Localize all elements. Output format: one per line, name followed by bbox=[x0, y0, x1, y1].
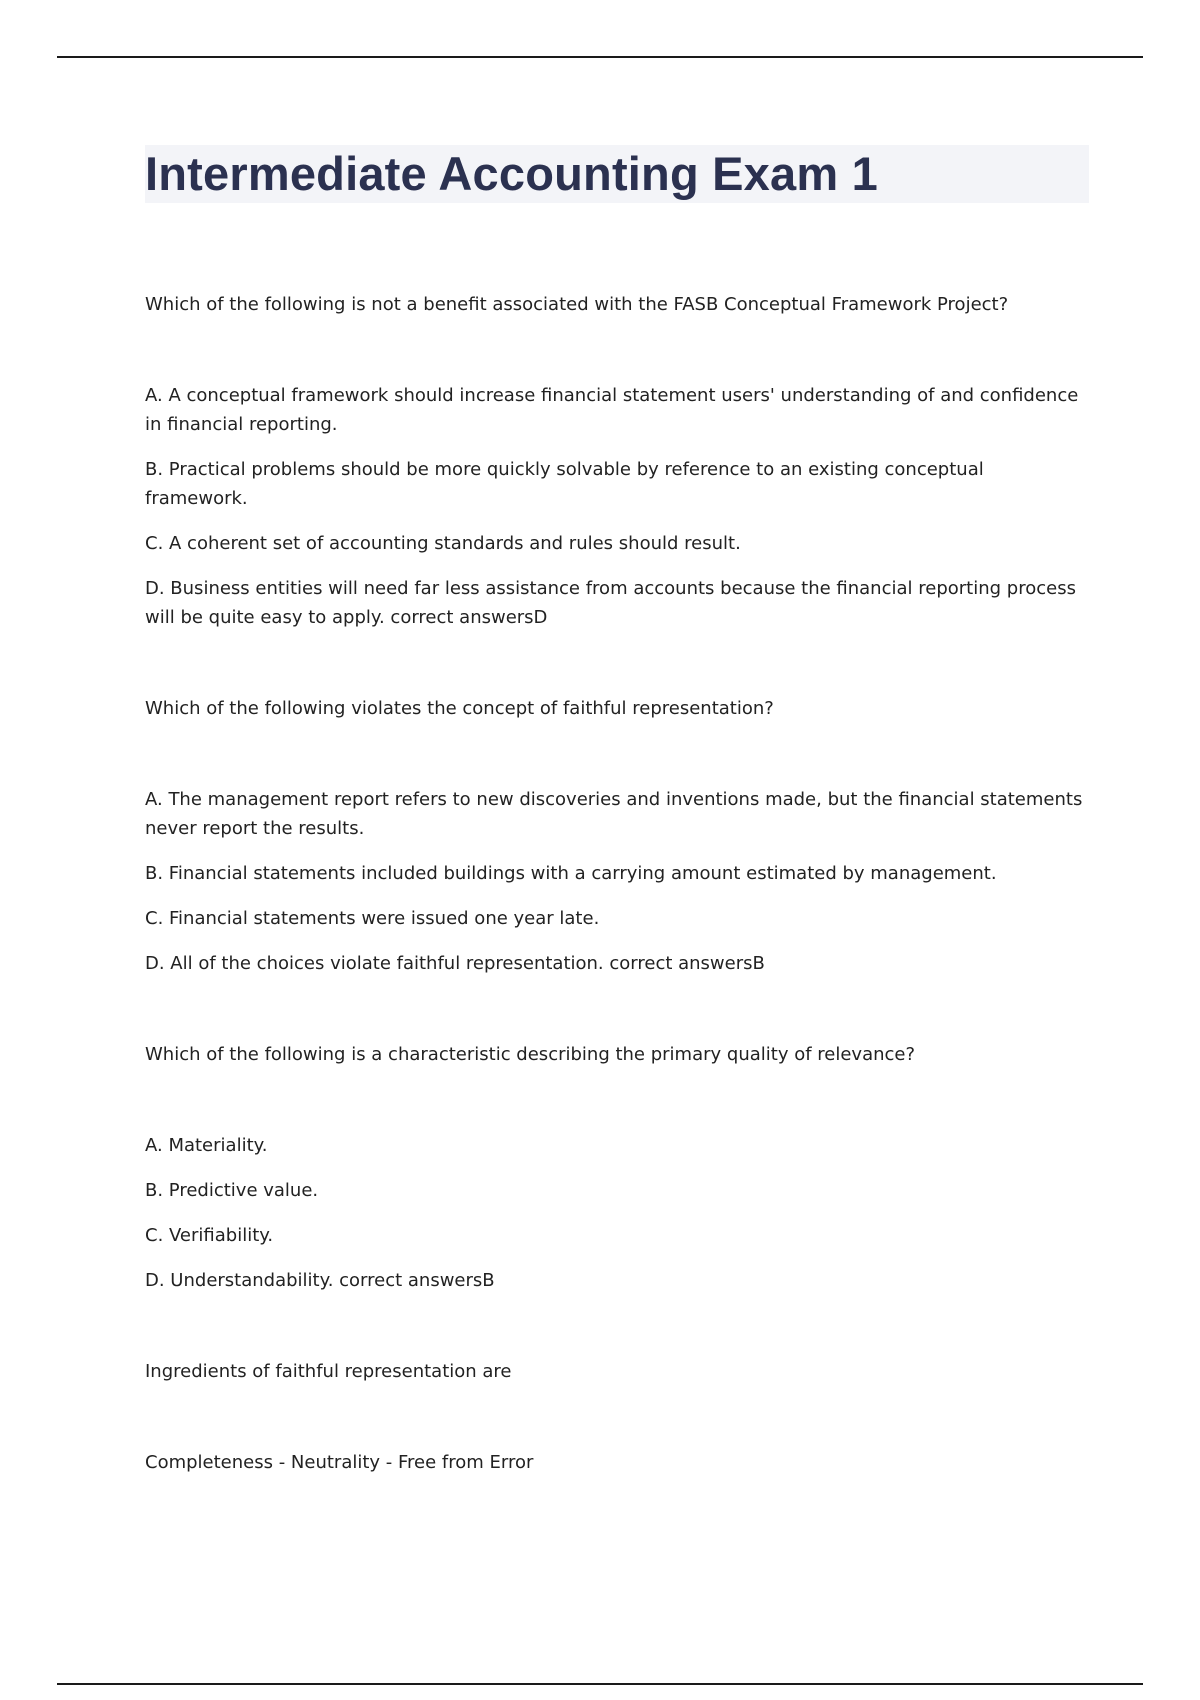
bottom-rule bbox=[57, 1683, 1143, 1685]
question-block-3 bbox=[145, 1040, 1089, 1295]
answer-option-d: D. Business entities will need far less assistance from accounts because the financial reporting process will be quite easy to apply. correct answersD bbox=[145, 578, 1076, 628]
answer-option-c: C. A coherent set of accounting standards and rules should result. bbox=[145, 533, 741, 554]
answer-option-c: C. Verifiability. bbox=[145, 1225, 274, 1246]
answer-option-a: A. A conceptual framework should increase financial statement users' understanding of and confidence in financial reporting. bbox=[145, 385, 1079, 435]
document-body bbox=[145, 290, 1089, 1539]
question-prompt: Which of the following is not a benefit associated with the FASB Conceptual Framework Project? bbox=[145, 294, 1009, 315]
answer-option-d: D. All of the choices violate faithful representation. correct answersB bbox=[145, 953, 765, 974]
answer-text: Completeness - Neutrality - Free from Error bbox=[145, 1452, 534, 1473]
question-block-4 bbox=[145, 1357, 1089, 1477]
answer-option-b: B. Predictive value. bbox=[145, 1180, 319, 1201]
answer-option-b: B. Practical problems should be more quickly solvable by reference to an existing conceptual framework. bbox=[145, 459, 984, 509]
answer-option-c: C. Financial statements were issued one year late. bbox=[145, 908, 600, 929]
document-title: Intermediate Accounting Exam 1 bbox=[145, 147, 878, 200]
answer-option-a: A. Materiality. bbox=[145, 1135, 268, 1156]
question-prompt: Ingredients of faithful representation are bbox=[145, 1361, 512, 1382]
question-block-2 bbox=[145, 694, 1089, 978]
answer-option-d: D. Understandability. correct answersB bbox=[145, 1270, 495, 1291]
question-prompt: Which of the following is a characteristic describing the primary quality of relevance? bbox=[145, 1044, 916, 1065]
answer-option-b: B. Financial statements included buildings with a carrying amount estimated by management. bbox=[145, 863, 997, 884]
question-prompt: Which of the following violates the concept of faithful representation? bbox=[145, 698, 774, 719]
answer-option-a: A. The management report refers to new discoveries and inventions made, but the financial statements never report the results. bbox=[145, 789, 1083, 839]
question-block-1 bbox=[145, 290, 1089, 632]
top-rule bbox=[57, 56, 1143, 58]
